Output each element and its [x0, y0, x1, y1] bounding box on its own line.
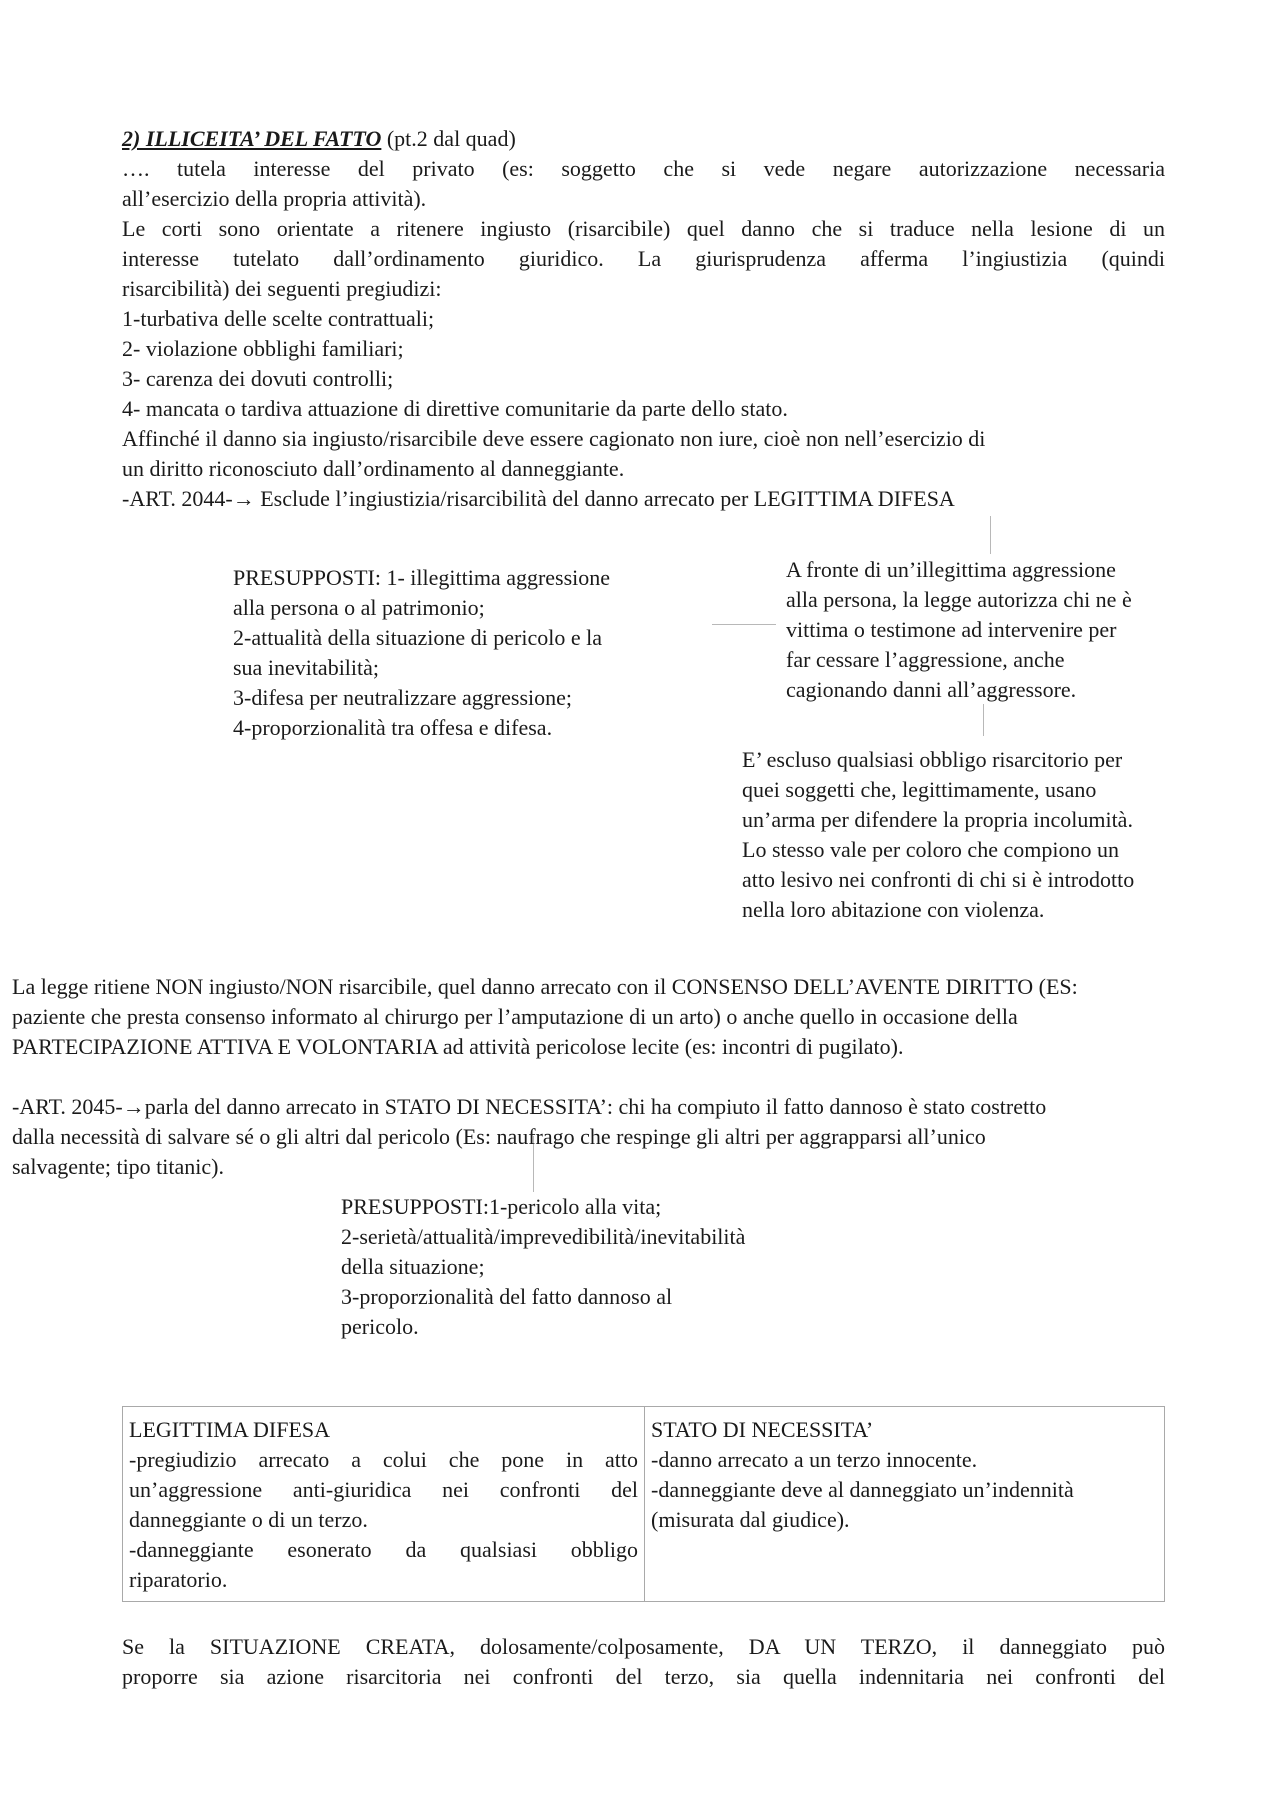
courts-line: Le corti sono orientate a ritenere ingiusto (risarcibile) quel danno che si traduce nella lesione di un — [122, 216, 1165, 241]
table-cell-legittima-difesa — [123, 1407, 645, 1602]
presupposto-line: PRESUPPOSTI: 1- illegittima aggressione — [233, 565, 611, 590]
explanation-line: vittima o testimone ad intervenire per — [786, 617, 1117, 642]
consent-line: PARTECIPAZIONE ATTIVA E VOLONTARIA ad attività pericolose lecite (es: incontri di pugilato). — [12, 1034, 904, 1059]
non-iure-paragraph — [122, 424, 1165, 484]
exclusion-line: E’ escluso qualsiasi obbligo risarcitorio per — [742, 747, 1123, 772]
table-cell-line: riparatorio. — [129, 1567, 228, 1592]
explanation-line: A fronte di un’illegittima aggressione — [786, 557, 1116, 582]
list-item: 1-turbativa delle scelte contrattuali; — [122, 306, 435, 331]
presupposto-line: pericolo. — [341, 1314, 419, 1339]
list-item: 2- violazione obblighi familiari; — [122, 336, 404, 361]
section-title: 2) ILLICEITA’ DEL FATTO — [122, 126, 382, 151]
courts-paragraph — [122, 214, 1165, 304]
courts-line: risarcibilità) dei seguenti pregiudizi: — [122, 276, 442, 301]
art-2045-line: salvagente; tipo titanic). — [12, 1154, 224, 1179]
presupposto-line: 2-attualità della situazione di pericolo e la — [233, 625, 602, 650]
third-party-line: proporre sia azione risarcitoria nei confronti del terzo, sia quella indennitaria nei confronti del — [122, 1664, 1165, 1689]
art-2044-text: -ART. 2044-→ Esclude l’ingiustizia/risarcibilità del danno arrecato per LEGITTIMA DIFESA — [122, 486, 955, 511]
third-party-paragraph — [122, 1632, 1165, 1692]
table-cell-line: -danneggiante esonerato da qualsiasi obbligo — [129, 1537, 638, 1562]
presupposto-line: 4-proporzionalità tra offesa e difesa. — [233, 715, 553, 740]
defense-explanation — [786, 555, 1206, 705]
consent-line: paziente che presta consenso informato al chirurgo per l’amputazione di un arto) o anche quello in occasione della — [12, 1004, 1018, 1029]
intro-line: …. tutela interesse del privato (es: soggetto che si vede negare autorizzazione necessaria — [122, 156, 1165, 181]
table-cell-line: -danneggiante deve al danneggiato un’indennità — [651, 1477, 1074, 1502]
defense-exclusion — [742, 745, 1202, 925]
comparison-table — [122, 1406, 1165, 1602]
art-2045-line: dalla necessità di salvare sé o gli altri dal pericolo (Es: naufrago che respinge gli altri per aggrapparsi all’unico — [12, 1124, 986, 1149]
explanation-line: alla persona, la legge autorizza chi ne è — [786, 587, 1132, 612]
presupposto-line: della situazione; — [341, 1254, 485, 1279]
presupposto-line: sua inevitabilità; — [233, 655, 380, 680]
table-cell-stato-di-necessita — [645, 1407, 1165, 1602]
table-cell-line: -pregiudizio arrecato a colui che pone in atto — [129, 1447, 638, 1472]
table-header: STATO DI NECESSITA’ — [651, 1417, 874, 1442]
table-header: LEGITTIMA DIFESA — [129, 1417, 331, 1442]
list-item: 4- mancata o tardiva attuazione di direttive comunitarie da parte dello stato. — [122, 396, 788, 421]
list-item: 3- carenza dei dovuti controlli; — [122, 366, 394, 391]
table-cell-line: -danno arrecato a un terzo innocente. — [651, 1447, 978, 1472]
explanation-line: far cessare l’aggressione, anche — [786, 647, 1065, 672]
explanation-line: cagionando danni all’aggressore. — [786, 677, 1077, 702]
consent-line: La legge ritiene NON ingiusto/NON risarcibile, quel danno arrecato con il CONSENSO DELL’AVENTE DIRITTO (ES: — [12, 974, 1078, 999]
connector-line — [990, 516, 991, 554]
defense-presupposti — [233, 563, 693, 743]
non-iure-line: un diritto riconosciuto dall’ordinamento al danneggiante. — [122, 456, 625, 481]
table-cell-line: danneggiante o di un terzo. — [129, 1507, 368, 1532]
third-party-line: Se la SITUAZIONE CREATA, dolosamente/colposamente, DA UN TERZO, il danneggiato può — [122, 1634, 1165, 1659]
courts-line: interesse tutelato dall’ordinamento giuridico. La giurisprudenza afferma l’ingiustizia (quindi — [122, 246, 1165, 271]
prejudice-list — [122, 304, 1165, 424]
section-heading — [122, 124, 1165, 154]
intro-paragraph — [122, 154, 1165, 214]
presupposto-line: alla persona o al patrimonio; — [233, 595, 485, 620]
connector-line — [983, 704, 984, 736]
table-row — [123, 1407, 1165, 1602]
art-2045-line: -ART. 2045-→parla del danno arrecato in STATO DI NECESSITA’: chi ha compiuto il fatto dannoso è stato costretto — [12, 1094, 1047, 1119]
presupposto-line: 3-difesa per neutralizzare aggressione; — [233, 685, 572, 710]
table-cell-line: un’aggressione anti-giuridica nei confronti del — [129, 1477, 638, 1502]
exclusion-line: atto lesivo nei confronti di chi si è introdotto — [742, 867, 1135, 892]
table-cell-line: (misurata dal giudice). — [651, 1507, 850, 1532]
necessity-presupposti — [341, 1192, 861, 1342]
art-2045-paragraph — [12, 1092, 1272, 1182]
presupposto-line: PRESUPPOSTI:1-pericolo alla vita; — [341, 1194, 662, 1219]
non-iure-line: Affinché il danno sia ingiusto/risarcibile deve essere cagionato non iure, cioè non nell’esercizio di — [122, 426, 986, 451]
exclusion-line: quei soggetti che, legittimamente, usano — [742, 777, 1097, 802]
exclusion-line: Lo stesso vale per coloro che compiono un — [742, 837, 1119, 862]
exclusion-line: nella loro abitazione con violenza. — [742, 897, 1045, 922]
section-title-note: (pt.2 dal quad) — [381, 126, 516, 151]
presupposto-line: 3-proporzionalità del fatto dannoso al — [341, 1284, 673, 1309]
consent-paragraph — [12, 972, 1272, 1062]
intro-line: all’esercizio della propria attività). — [122, 186, 427, 211]
art-2044 — [122, 484, 1165, 514]
connector-line — [712, 624, 776, 625]
presupposto-line: 2-serietà/attualità/imprevedibilità/inevitabilità — [341, 1224, 746, 1249]
exclusion-line: un’arma per difendere la propria incolumità. — [742, 807, 1133, 832]
